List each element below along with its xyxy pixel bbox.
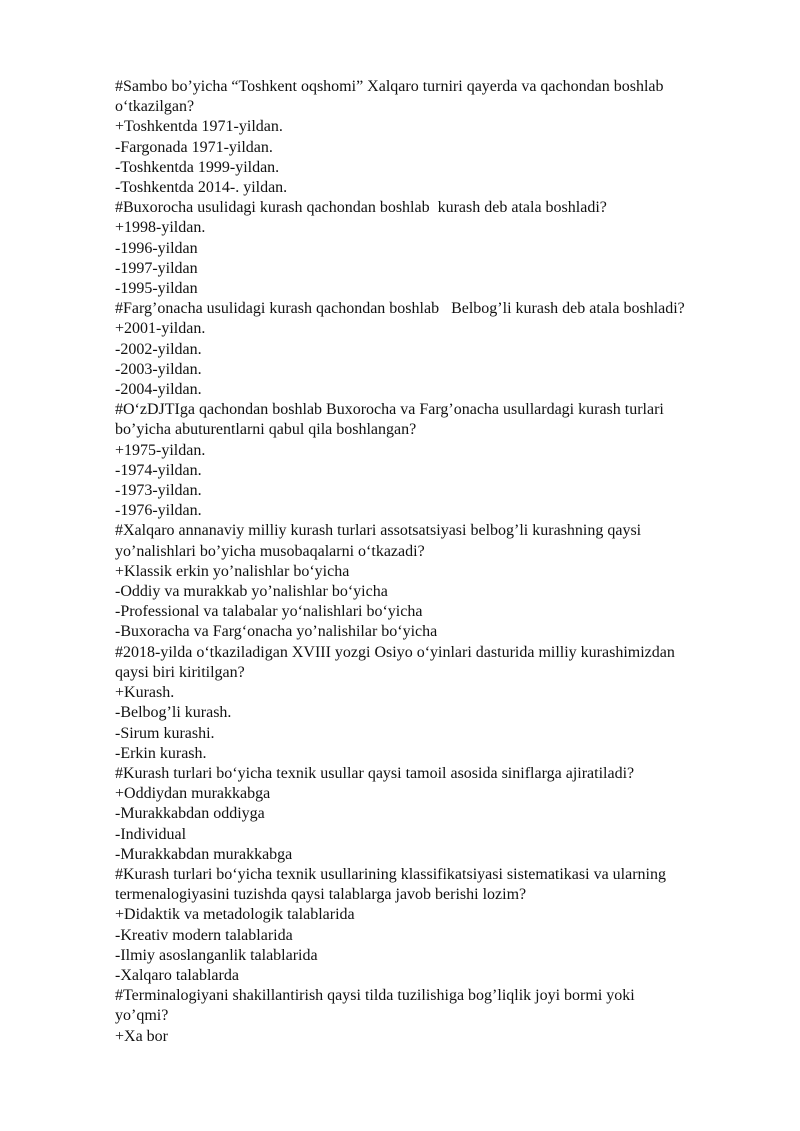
text-line: +1998-yildan. (115, 219, 206, 237)
text-line: -1974-yildan. (115, 461, 202, 479)
text-line: -2004-yildan. (115, 381, 202, 399)
text-line: qaysi biri kiritilgan? (115, 663, 245, 681)
text-line: -Toshkentda 1999-yildan. (115, 158, 280, 176)
text-line: +Didaktik va metadologik talablarida (115, 906, 355, 924)
text-line: -1976-yildan. (115, 502, 202, 520)
text-line: #Xalqaro annanaviy milliy kurash turlari assotsatsiyasi belbog’li kurashning qaysi (115, 522, 642, 540)
text-line: yo’qmi? (115, 1007, 169, 1025)
text-line: -1996-yildan (115, 239, 198, 257)
text-line: +Toshkentda 1971-yildan. (115, 118, 283, 136)
text-line: #Buxorocha usulidagi kurash qachondan boshlab kurash deb atala boshladi? (115, 199, 607, 217)
text-line: #Kurash turlari bo‘yicha texnik usullar qaysi tamoil asosida siniflarga ajiratiladi? (115, 764, 635, 782)
text-line: -Toshkentda 2014-. yildan. (115, 179, 288, 197)
text-line: +1975-yildan. (115, 441, 206, 459)
text-line: -Fargonada 1971-yildan. (115, 138, 273, 156)
document-text (115, 77, 755, 1047)
text-line: -1997-yildan (115, 259, 198, 277)
text-line: yo’nalishlari bo’yicha musobaqalarni o‘tkazadi? (115, 542, 425, 560)
text-line: -Sirum kurashi. (115, 724, 215, 742)
text-line: #Sambo bo’yicha “Toshkent oqshomi” Xalqaro turniri qayerda va qachondan boshlab (115, 78, 664, 95)
text-line: #O‘zDJTIga qachondan boshlab Buxorocha va Farg’onacha usullardagi kurash turlari (115, 401, 664, 419)
text-line: +Xa bor (115, 1027, 169, 1045)
text-line: -Oddiy va murakkab yo’nalishlar bo‘yicha (115, 583, 388, 601)
text-line: -Individual (115, 825, 187, 843)
text-line: -Kreativ modern talablarida (115, 926, 293, 944)
text-line: -Murakkabdan murakkabga (115, 845, 293, 863)
text-line: termenalogiyasini tuzishda qaysi talablarga javob berishi lozim? (115, 886, 527, 904)
text-line: -2002-yildan. (115, 340, 202, 358)
text-line: -Ilmiy asoslanganlik talablarida (115, 946, 318, 964)
text-line: +2001-yildan. (115, 320, 206, 338)
text-line: o‘tkazilgan? (115, 98, 195, 116)
text-line: -Murakkabdan oddiyga (115, 805, 265, 823)
text-line: #Terminalogiyani shakillantirish qaysi tilda tuzilishiga bog’liqlik joyi bormi yoki (115, 987, 635, 1005)
text-line: +Klassik erkin yo’nalishlar bo‘yicha (115, 562, 350, 580)
text-line: -Professional va talabalar yo‘nalishlari bo‘yicha (115, 603, 423, 621)
text-line: +Oddiydan murakkabga (115, 785, 271, 803)
text-line: bo’yicha abuturentlarni qabul qila boshlangan? (115, 421, 417, 439)
text-line: -Belbog’li kurash. (115, 704, 232, 722)
text-line: -Xalqaro talablarda (115, 966, 239, 984)
text-line: -1995-yildan (115, 280, 198, 298)
text-line: -Erkin kurash. (115, 744, 207, 762)
text-line: -1973-yildan. (115, 482, 202, 500)
text-line: -Buxoracha va Farg‘onacha yo’nalishilar bo‘yicha (115, 623, 438, 641)
text-line: #Kurash turlari bo‘yicha texnik usullarining klassifikatsiyasi sistematikasi va ularning (115, 865, 666, 883)
text-line: #2018-yilda o‘tkaziladigan XVIII yozgi Osiyo o‘yinlari dasturida milliy kurashimizdan (115, 643, 675, 661)
text-line: +Kurash. (115, 684, 175, 702)
text-line: #Farg’onacha usulidagi kurash qachondan boshlab Belbog’li kurash deb atala boshladi? (115, 300, 685, 318)
text-line: -2003-yildan. (115, 360, 202, 378)
